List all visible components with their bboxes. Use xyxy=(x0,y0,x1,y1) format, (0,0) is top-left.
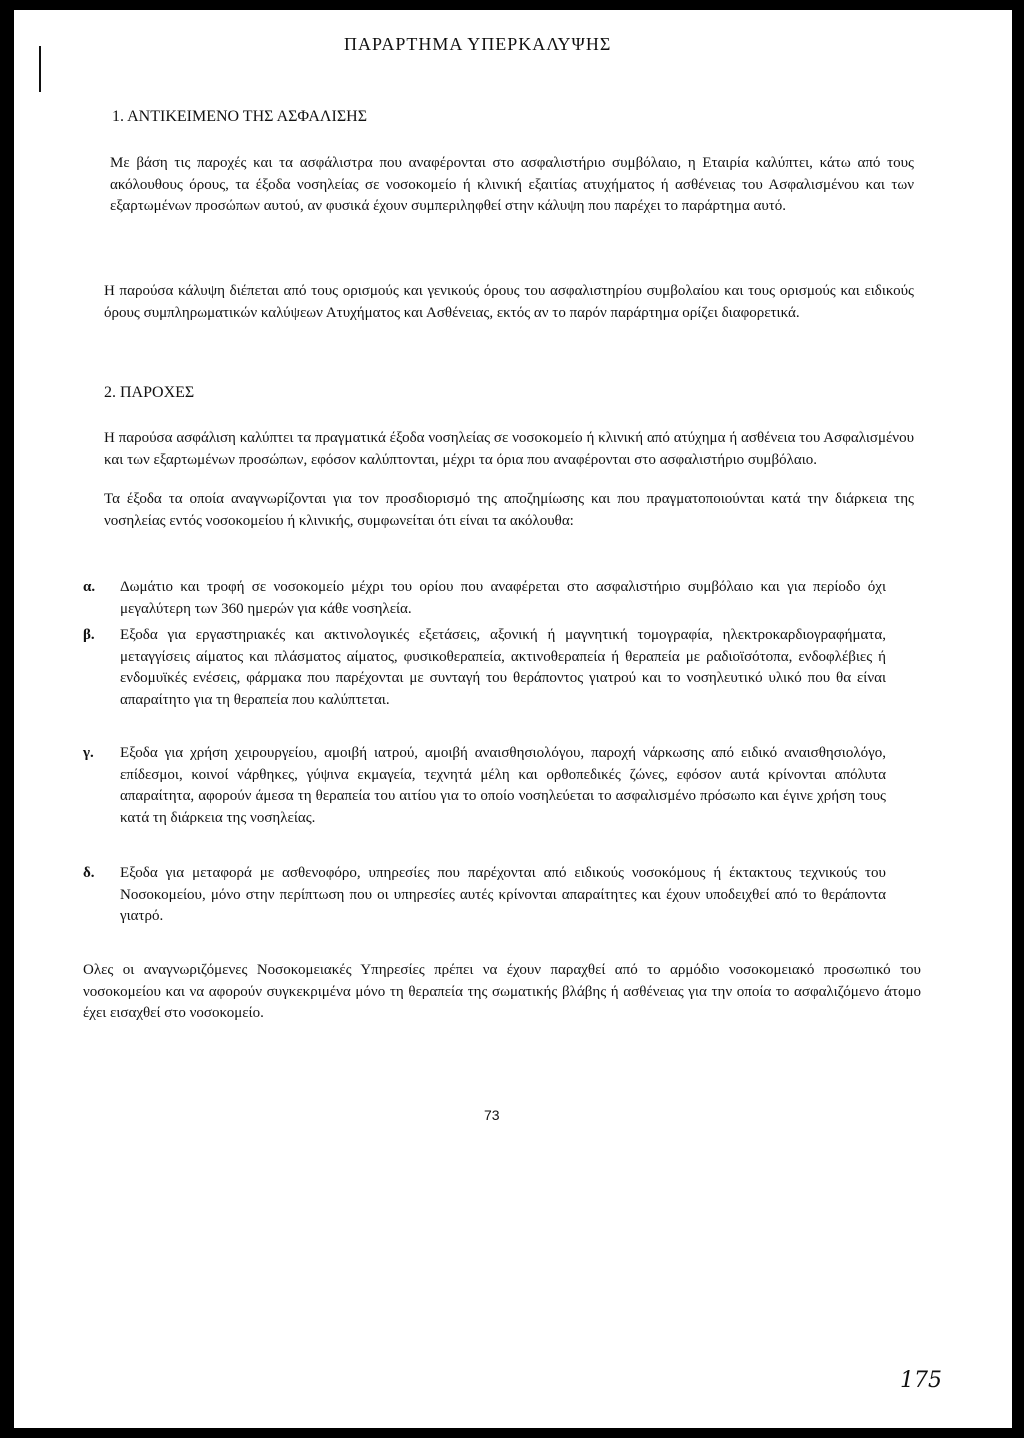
list-item-text: Εξοδα για μεταφορά με ασθενοφόρο, υπηρεσίες που παρέχονται από ειδικούς νοσοκόμους ή έκτακτους τεχνικούς του Νοσοκομείου, μόνο στην περίπτωση που οι υπηρεσίες αυτές κρίνονται απαραίτητες και έχουν υποδειχθεί από το θεράποντα γιατρό. xyxy=(120,865,886,924)
margin-bar xyxy=(39,46,41,92)
list-item xyxy=(83,863,893,929)
section2-closing: Ολες οι αναγνωριζόμενες Νοσοκομειακές Υπηρεσίες πρέπει να έχουν παραχθεί από το αρμόδιο νοσοκομειακό προσωπικό του νοσοκομείου και να αφορούν συγκεκριμένα μόνο τη θεραπεία της σωματικής βλάβης ή ασθένειας για την οποία το ασφαλιζόμενο άτομο έχει εισαχθεί στο νοσοκομείο. xyxy=(83,962,921,1021)
page-header: ΠΑΡΑΡΤΗΜΑ ΥΠΕΡΚΑΛΥΨΗΣ xyxy=(344,34,612,54)
list-item-text: Δωμάτιο και τροφή σε νοσοκομείο μέχρι του ορίου που αναφέρεται στο ασφαλιστήριο συμβόλαιο και για περίοδο όχι μεγαλύτερη των 360 ημερών για κάθε νοσηλεία. xyxy=(120,579,886,617)
section1-heading: 1. ΑΝΤΙΚΕΙΜΕΝΟ ΤΗΣ ΑΣΦΑΛΙΣΗΣ xyxy=(112,108,368,125)
section1-paragraph2: Η παρούσα κάλυψη διέπεται από τους ορισμούς και γενικούς όρους του ασφαλιστηρίου συμβολαίου και τους ορισμούς και ειδικούς όρους συμπληρωματικών καλύψεων Ατυχήματος και Ασθένειας, εκτός αν το παρόν παράρτημα ορίζει διαφορετικά. xyxy=(104,283,914,321)
page-number: 73 xyxy=(484,1107,500,1123)
list-item xyxy=(83,625,893,735)
section1-paragraph1: Με βάση τις παροχές και τα ασφάλιστρα που αναφέρονται στο ασφαλιστήριο συμβόλαιο, η Εταιρία καλύπτει, κάτω από τους ακόλουθους όρους, τα έξοδα νοσηλείας σε νοσοκομείο ή κλινική εξαιτίας ατυχήματος ή ασθένειας του Ασφαλισμένου και των εξαρτωμένων προσώπων αυτού, αν φυσικά έχουν συμπεριληφθεί στην κάλυψη που παρέχει το παράρτημα αυτό. xyxy=(110,155,914,214)
list-item xyxy=(83,743,893,853)
list-item-label: β. xyxy=(83,627,95,643)
list-item-text: Εξοδα για χρήση χειρουργείου, αμοιβή ιατρού, αμοιβή αναισθησιολόγου, παροχή νάρκωσης από ειδικό αναισθησιολόγο, επίδεσμοι, κοινοί νάρθηκες, γύψινα εκμαγεία, τεχνητά μέλη και ορθοπεδικές ζώνες, εφόσον αυτά κρίνονται απόλυτα απαραίτητα, αφορούν άμεσα τη θεραπεία του αιτίου για το οποίο νοσηλεύεται το ασφαλισμένο πρόσωπο και έγινε χρήση τους κατά τη διάρκεια της νοσηλείας. xyxy=(120,745,886,826)
section2-paragraph2: Τα έξοδα τα οποία αναγνωρίζονται για τον προσδιορισμό της αποζημίωσης και που πραγματοποιούνται κατά την διάρκεια της νοσηλείας εντός νοσοκομείου ή κλινικής, συμφωνείται ότι είναι τα ακόλουθα: xyxy=(104,491,914,529)
list-item-label: γ. xyxy=(83,745,94,761)
handwritten-page-number: 175 xyxy=(900,1368,942,1393)
section2-paragraph1: Η παρούσα ασφάλιση καλύπτει τα πραγματικά έξοδα νοσηλείας σε νοσοκομείο ή κλινική από ατύχημα ή ασθένεια του Ασφαλισμένου και των εξαρτωμένων προσώπων, εφόσον καλύπτονται, μέχρι τα όρια που αναφέρονται στο ασφαλιστήριο συμβόλαιο. xyxy=(104,430,914,468)
list-item-label: δ. xyxy=(83,865,95,881)
list-item-text: Εξοδα για εργαστηριακές και ακτινολογικές εξετάσεις, αξονική ή μαγνητική τομογραφία, ηλεκτροκαρδιογραφήματα, μεταγγίσεις αίματος και πλάσματος αίματος, φυσικοθεραπεία, ακτινοθεραπεία ή θεραπεία με ραδιοϊσότοπα, ενδοφλέβιες ή ενδομυϊκές ενέσεις, φάρμακα που παρέχονται με συνταγή του θεράποντος γιατρού και το νοσηλευτικό υλικό που θα είναι απαραίτητο για τη θεραπεία που καλύπτεται. xyxy=(120,627,886,708)
list-item xyxy=(83,577,893,621)
section2-heading: 2. ΠΑΡΟΧΕΣ xyxy=(104,384,195,401)
list-item-label: α. xyxy=(83,579,96,595)
document-page xyxy=(14,10,1012,1428)
